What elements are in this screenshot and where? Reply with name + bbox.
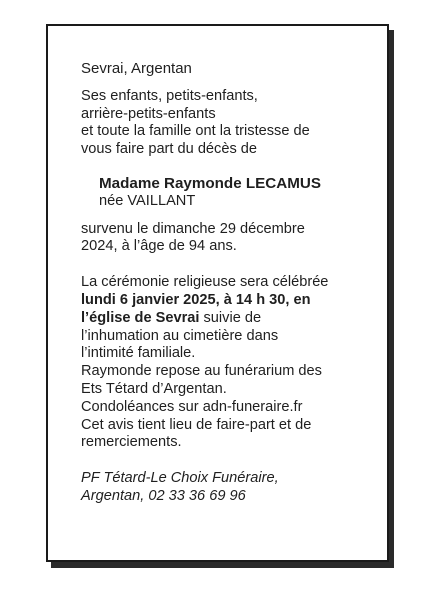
ceremony-line: l’intimité familiale.	[81, 345, 196, 362]
ceremony-line: l’inhumation au cimetière dans	[81, 327, 279, 344]
deceased-block	[99, 175, 381, 211]
intro-line: vous faire part du décès de	[81, 141, 258, 158]
ceremony-place: l’église de Sevrai	[81, 309, 200, 326]
funerarium-line: Ets Tétard d’Argentan.	[81, 380, 227, 397]
deceased-maiden-name: née VAILLANT	[99, 192, 196, 209]
funeral-home-contact: Argentan, 02 33 36 69 96	[81, 487, 246, 504]
notice-line: Cet avis tient lieu de faire-part et de	[81, 416, 312, 433]
ceremony-line: suivie de	[199, 309, 262, 326]
intro-line: arrière-petits-enfants	[81, 105, 216, 122]
condolences-line: Condoléances sur adn-funeraire.fr	[81, 398, 303, 415]
deceased-name: Madame Raymonde LECAMUS	[99, 174, 321, 192]
funeral-home-name: PF Tétard-Le Choix Funéraire,	[81, 470, 279, 487]
notice-line: remerciements.	[81, 434, 182, 451]
ceremony-place-line	[81, 310, 381, 328]
death-info-line: survenu le dimanche 29 décembre	[81, 220, 305, 237]
death-info-line: 2024, à l’âge de 94 ans.	[81, 238, 237, 255]
intro-line: Ses enfants, petits-enfants,	[81, 87, 258, 104]
intro-line: et toute la famille ont la tristesse de	[81, 123, 310, 140]
ceremony-line: La cérémonie religieuse sera célébrée	[81, 274, 329, 291]
location-heading: Sevrai, Argentan	[81, 60, 192, 77]
notice-content	[81, 60, 381, 506]
funerarium-line: Raymonde repose au funérarium des	[81, 363, 322, 380]
ceremony-date: lundi 6 janvier 2025, à 14 h 30, en	[81, 291, 311, 308]
